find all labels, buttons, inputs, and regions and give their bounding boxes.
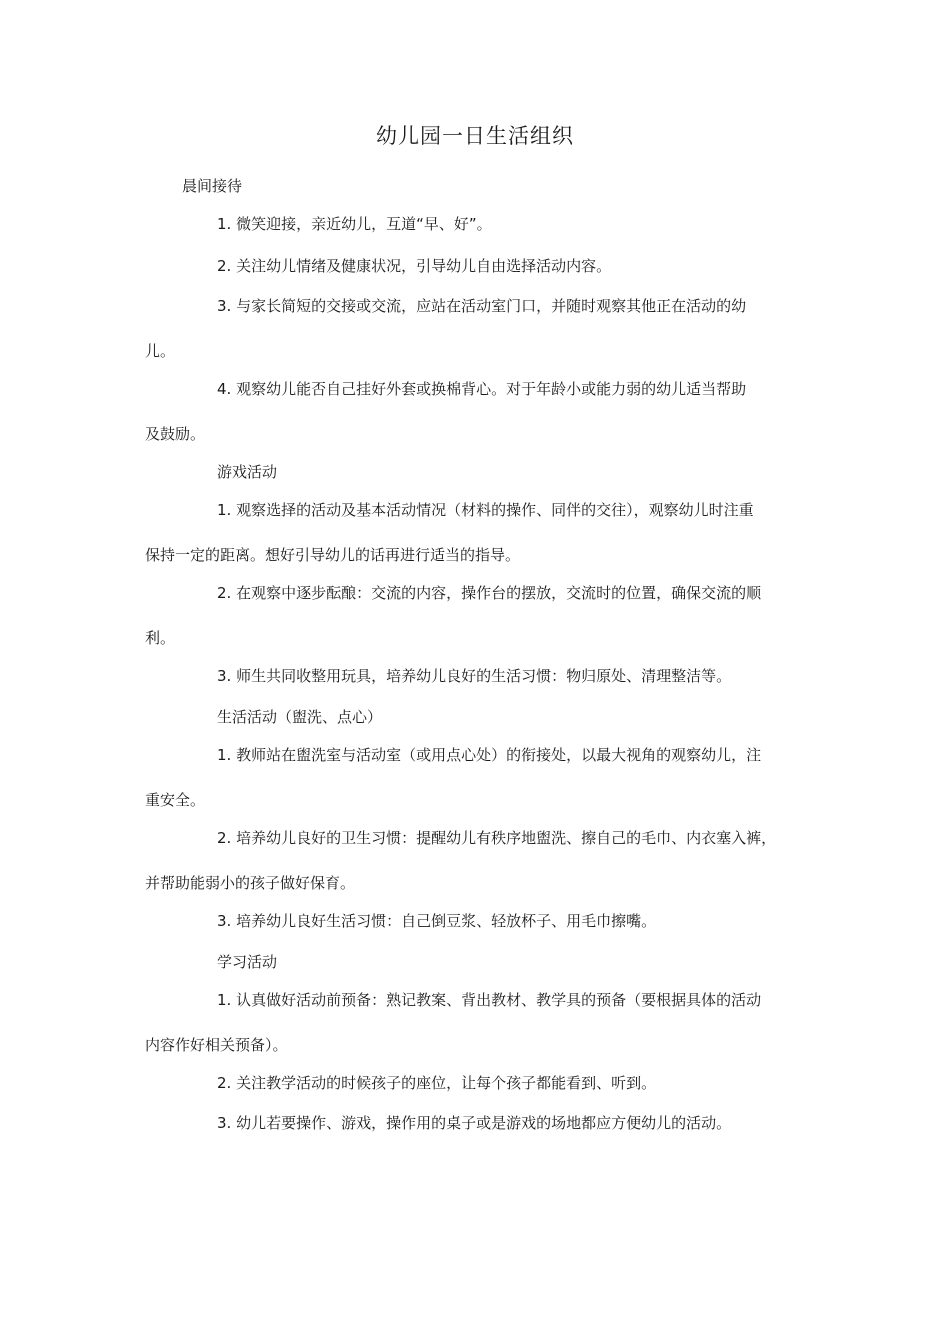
paragraph: [145, 744, 825, 811]
paragraph-line: 3. 与家长简短的交接或交流，应站在活动室门口，并随时观察其他正在活动的幼: [217, 297, 747, 315]
paragraph-line: 2. 培养幼儿良好的卫生习惯：提醒幼儿有秩序地盥洗、擦自己的毛巾、内衣塞入裤，: [217, 829, 777, 847]
section-heading-morning-reception: 晨间接待: [182, 177, 243, 195]
paragraph-line: 利。: [145, 629, 176, 647]
paragraph: [145, 295, 825, 362]
paragraph-line: 1. 认真做好活动前预备：熟记教案、背出教材、教学具的预备（要根据具体的活动: [217, 991, 762, 1009]
section-heading-daily-care: 生活活动（盥洗、点心）: [217, 708, 383, 726]
paragraph: [145, 1072, 825, 1094]
paragraph: [145, 499, 825, 566]
paragraph: [145, 213, 825, 235]
paragraph: [145, 910, 825, 932]
paragraph-line: 重安全。: [145, 791, 206, 809]
paragraph-line: 1. 教师站在盥洗室与活动室（或用点心处）的衔接处，以最大视角的观察幼儿，注: [217, 746, 762, 764]
paragraph: [145, 378, 825, 445]
section-heading-game-activities: 游戏活动: [217, 463, 278, 481]
paragraph: [145, 665, 825, 687]
paragraph: [145, 255, 825, 277]
paragraph-line: 及鼓励。: [145, 425, 206, 443]
paragraph-line: 保持一定的距离。想好引导幼儿的话再进行适当的指导。: [145, 546, 521, 564]
paragraph-line: 3. 师生共同收整用玩具，培养幼儿良好的生活习惯：物归原处、清理整洁等。: [217, 667, 732, 685]
paragraph-line: 2. 关注幼儿情绪及健康状况，引导幼儿自由选择活动内容。: [217, 257, 612, 275]
paragraph-line: 并帮助能弱小的孩子做好保育。: [145, 874, 356, 892]
paragraph-line: 2. 在观察中逐步酝酿：交流的内容，操作台的摆放，交流时的位置，确保交流的顺: [217, 584, 762, 602]
page-title: 幼儿园一日生活组织: [376, 124, 574, 148]
paragraph: [145, 827, 825, 894]
paragraph-line: 儿。: [145, 342, 176, 360]
paragraph-line: 3. 培养幼儿良好生活习惯：自己倒豆浆、轻放杯子、用毛巾擦嘴。: [217, 912, 657, 930]
paragraph-line: 1. 微笑迎接，亲近幼儿，互道“早、好”。: [217, 215, 492, 233]
paragraph-line: 内容作好相关预备）。: [145, 1036, 288, 1054]
paragraph: [145, 582, 825, 649]
paragraph-line: 2. 关注教学活动的时候孩子的座位，让每个孩子都能看到、听到。: [217, 1074, 657, 1092]
paragraph-line: 4. 观察幼儿能否自己挂好外套或换棉背心。对于年龄小或能力弱的幼儿适当帮助: [217, 380, 747, 398]
paragraph-line: 3. 幼儿若要操作、游戏，操作用的桌子或是游戏的场地都应方便幼儿的活动。: [217, 1114, 732, 1132]
paragraph-line: 1. 观察选择的活动及基本活动情况（材料的操作、同伴的交往），观察幼儿时注重: [217, 501, 754, 519]
section-heading-learning-activities: 学习活动: [217, 953, 278, 971]
paragraph: [145, 989, 825, 1056]
paragraph: [145, 1112, 825, 1134]
